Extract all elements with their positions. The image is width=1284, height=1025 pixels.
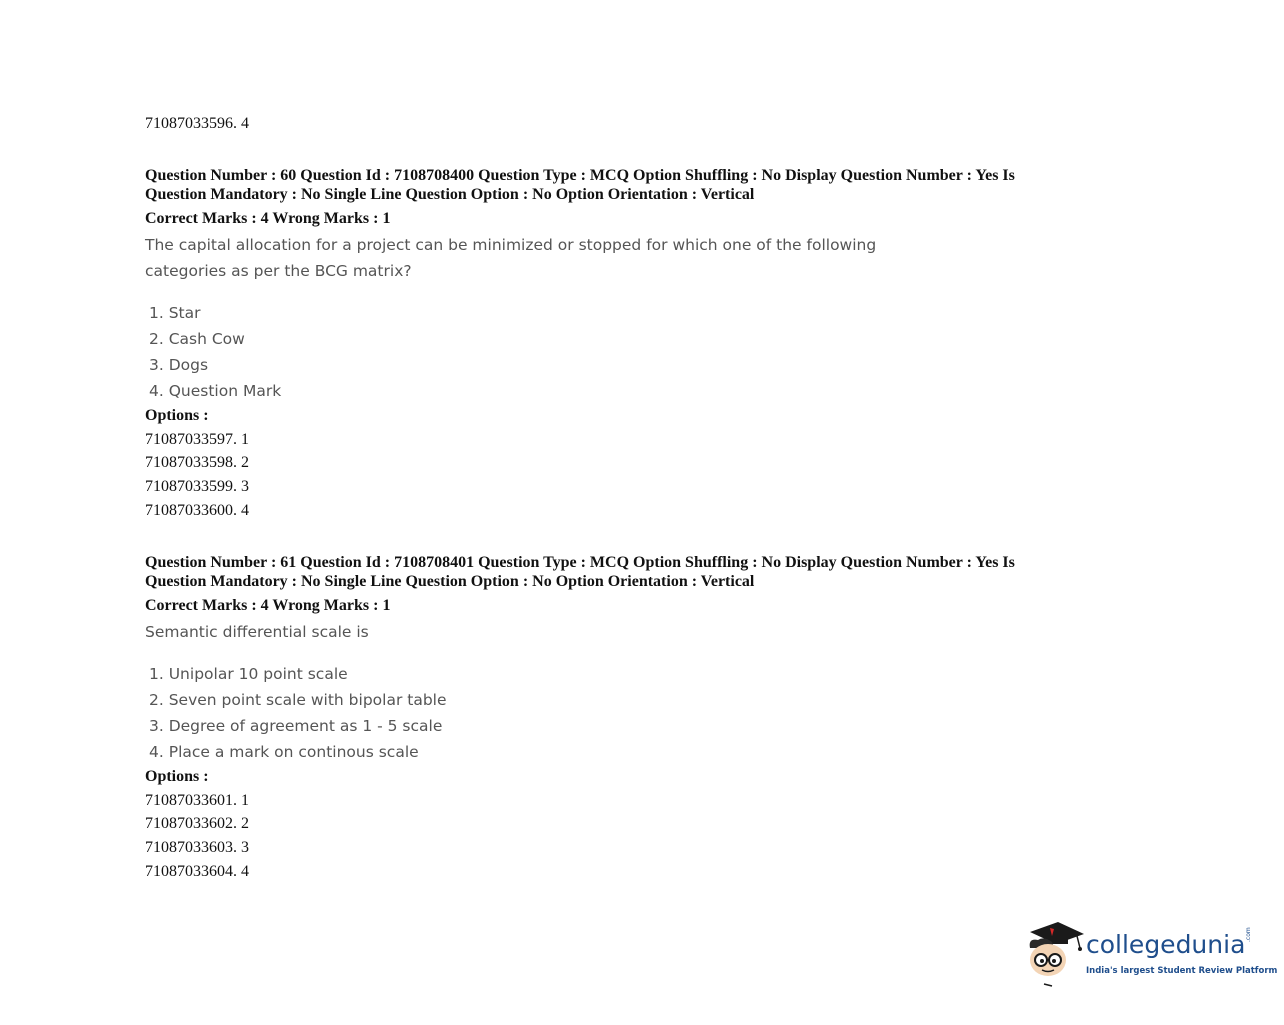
question-text [145,619,885,645]
choice-list [149,661,1145,765]
question-marks: Correct Marks : 4 Wrong Marks : 1 [145,596,391,614]
previous-option-line: 71087033596. 4 [145,115,249,132]
logo-wordmark: collegedunia [1086,930,1246,959]
question-text-line1: The capital allocation for a project can be minimized or stopped for which one of the following [145,235,877,254]
option-id-line: 71087033597. 1 [145,430,249,448]
option-id-line: 71087033600. 4 [145,501,249,519]
question-marks: Correct Marks : 4 Wrong Marks : 1 [145,209,391,227]
choice-item: 4. Place a mark on continous scale [149,742,419,761]
question-meta-line1: Question Number : 60 Question Id : 7108708400 Question Type : MCQ Option Shuffling : No Display Question Number : Yes Is [145,166,1015,184]
logo-tagline: India's largest Student Review Platform [1086,966,1278,976]
question-text-line1: Semantic differential scale is [145,622,369,641]
option-id-line: 71087033599. 3 [145,478,249,496]
question-meta-line2: Question Mandatory : No Single Line Question Option : No Option Orientation : Vertical [145,186,755,204]
logo-com-suffix: .com [1245,927,1252,942]
question-meta [145,553,1105,592]
options-label: Options : [145,767,209,785]
choice-item: 1. Star [149,303,201,322]
question-text-line2: categories as per the BCG matrix? [145,261,412,280]
option-id-line: 71087033603. 3 [145,838,249,856]
options-list [145,428,1145,523]
options-label: Options : [145,406,209,424]
choice-item: 2. Seven point scale with bipolar table [149,690,447,709]
option-id-line: 71087033601. 1 [145,791,249,809]
choice-item: 2. Cash Cow [149,329,245,348]
choice-item: 4. Question Mark [149,381,282,400]
options-list [145,789,1145,884]
question-meta [145,166,1105,205]
choice-item: 1. Unipolar 10 point scale [149,664,348,683]
option-id-line: 71087033602. 2 [145,815,249,833]
option-id-line: 71087033604. 4 [145,862,249,880]
question-60 [145,166,1145,523]
question-text [145,232,885,284]
question-61 [145,553,1145,884]
student-mascot-icon [1024,918,1086,988]
question-meta-line2: Question Mandatory : No Single Line Question Option : No Option Orientation : Vertical [145,573,755,591]
question-meta-line1: Question Number : 61 Question Id : 7108708401 Question Type : MCQ Option Shuffling : No Display Question Number : Yes Is [145,553,1015,571]
choice-item: 3. Dogs [149,355,209,374]
collegedunia-logo [1024,918,1278,990]
option-id-line: 71087033598. 2 [145,454,249,472]
exam-paper-page [145,112,1145,883]
choice-list [149,300,1145,404]
choice-item: 3. Degree of agreement as 1 - 5 scale [149,716,443,735]
